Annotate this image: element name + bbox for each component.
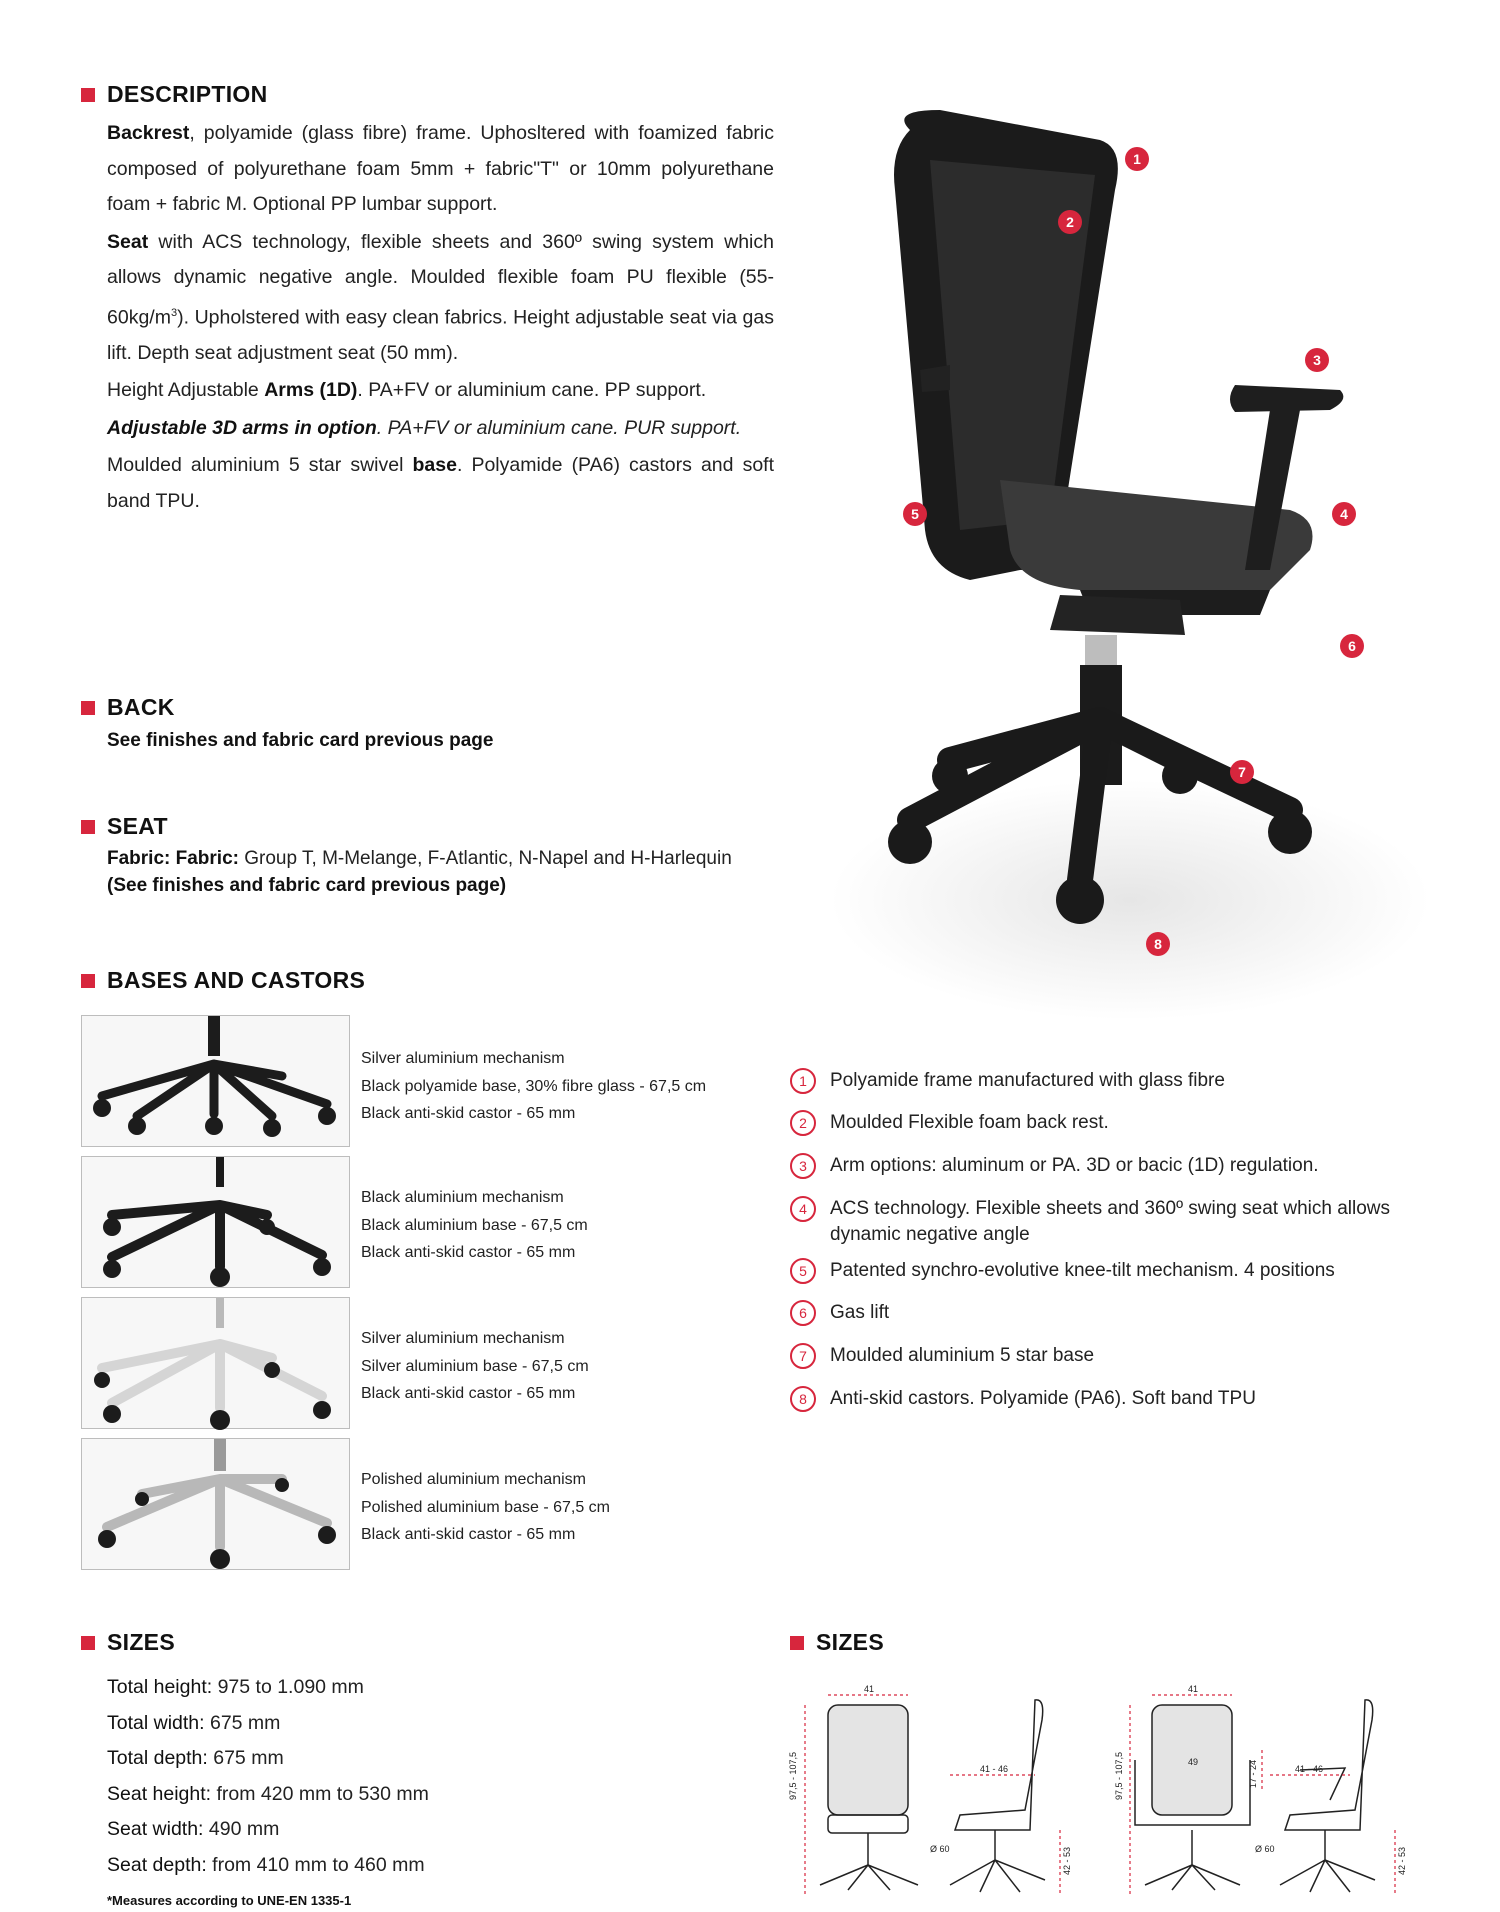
size-row: Seat depth: from 410 mm to 460 mm [107,1853,425,1876]
base-spec-lines: Polished aluminium mechanism Polished aluminium base - 67,5 cm Black anti-skid castor - 65 mm [361,1471,611,1543]
base-spec-lines: Silver aluminium mechanism Silver aluminium base - 67,5 cm Black anti-skid castor - 65 mm [361,1330,589,1402]
base-spec-lines: Silver aluminium mechanism Black polyamide base, 30% fibre glass - 67,5 cm Black anti-skid castor - 65 mm [361,1050,707,1122]
callout-6: 6 [1340,634,1364,658]
base-option [81,1156,761,1288]
red-square-bullet [81,1636,95,1650]
description-text [107,116,774,521]
dim-label: 42 - 53 [1062,1846,1072,1875]
sizes-footnote: *Measures according to UNE-EN 1335-1 [107,1893,352,1908]
star-base-icon [82,1298,349,1428]
dim-label: 17 - 24 [1248,1759,1258,1788]
back-text: See finishes and fabric card previous page [107,730,494,751]
dim-label: 97,5 - 107,5 [788,1751,798,1800]
star-base-icon [82,1157,349,1287]
feature-item: 8 Anti-skid castors. Polyamide (PA6). Soft band TPU [790,1386,1256,1412]
red-square-bullet [81,820,95,834]
size-row: Seat height: from 420 mm to 530 mm [107,1782,429,1805]
base-thumbnail [81,1297,350,1429]
dim-label: Ø 60 [1255,1844,1275,1854]
size-row: Total depth: 675 mm [107,1747,284,1769]
size-row: Total width: 675 mm [107,1711,281,1734]
dim-label: 41 [1188,1684,1199,1694]
sizes-heading: SIZES [81,1629,175,1656]
red-square-bullet [790,1636,804,1650]
base-thumbnail [81,1438,350,1570]
dim-label: 49 [1188,1757,1199,1767]
sizes-list [107,1670,429,1883]
backrest-paragraph: Backrest, polyamide (glass fibre) frame. Uphosltered with foamized fabric composed of polyurethane foam 5mm + fabric"T" or 10mm polyurethane foam + fabric M. Optional PP lumbar support. [107,122,774,215]
base-thumbnail [81,1156,350,1288]
size-row: Seat width: 490 mm [107,1818,280,1840]
back-heading: BACK [81,694,175,721]
office-chair-illustration [850,70,1450,1030]
dim-label: 41 - 46 [980,1764,1009,1774]
feature-item: 5 Patented synchro-evolutive knee-tilt mechanism. 4 positions [790,1258,1335,1284]
feature-item: 6 Gas lift [790,1300,889,1326]
seat-heading: SEAT [81,813,168,840]
feature-item: 7 Moulded aluminium 5 star base [790,1343,1094,1369]
dim-label: 42 - 53 [1397,1846,1407,1875]
dim-label: 97,5 - 107,5 [1114,1751,1124,1800]
feature-item: 3 Arm options: aluminum or PA. 3D or bacic (1D) regulation. [790,1153,1319,1179]
base-option [81,1015,761,1147]
callout-7: 7 [1230,760,1254,784]
callout-5: 5 [903,502,927,526]
arms-3d-paragraph: Adjustable 3D arms in option. PA+FV or aluminium cane. PUR support. [107,416,742,439]
base-thumbnail [81,1015,350,1147]
feature-item: 4 ACS technology. Flexible sheets and 360º swing seat which allows dynamic negative angle [790,1196,1400,1248]
base-option [81,1297,761,1429]
base-paragraph: Moulded aluminium 5 star swivel base. Polyamide (PA6) castors and soft band TPU. [107,454,775,512]
callout-8: 8 [1146,932,1170,956]
bases-heading: BASES AND CASTORS [81,967,365,994]
callout-3: 3 [1305,348,1329,372]
seat-fabric-line: Fabric: Fabric: Group T, M-Melange, F-Atlantic, N-Napel and H-Harlequin [107,848,732,869]
star-base-icon [82,1439,349,1569]
feature-item: 1 Polyamide frame manufactured with glass fibre [790,1068,1225,1094]
seat-paragraph: Seat with ACS technology, flexible sheets and 360º swing system which allows dynamic negative angle. Moulded flexible foam PU flexible $(55-60kg/m^3)$. Upholstered with easy clean fabrics. Height adjustable seat via gas lift. Depth seat adjustment seat (50 mm). [107,230,774,364]
dim-label: Ø 60 [930,1844,950,1854]
red-square-bullet [81,974,95,988]
red-square-bullet [81,701,95,715]
chair-photo [850,70,1450,1030]
dim-label: 41 - 46 [1295,1764,1324,1774]
red-square-bullet [81,88,95,102]
dim-label: 41 [864,1684,875,1694]
base-option [81,1438,761,1570]
arms-paragraph: Height Adjustable Arms (1D). PA+FV or aluminium cane. PP support. [107,379,707,401]
seat-text [107,845,787,899]
sizes-diagram-heading: SIZES [790,1629,884,1656]
sizes-diagram [790,1680,1430,1905]
seat-note: (See finishes and fabric card previous page) [107,875,507,896]
base-spec-lines: Black aluminium mechanism Black aluminium base - 67,5 cm Black anti-skid castor - 65 mm [361,1189,588,1261]
callout-4: 4 [1332,502,1356,526]
callout-1: 1 [1125,147,1149,171]
star-base-icon [82,1016,349,1146]
feature-item: 2 Moulded Flexible foam back rest. [790,1110,1109,1136]
description-heading: DESCRIPTION [81,81,267,108]
callout-2: 2 [1058,210,1082,234]
size-row: Total height: 975 to 1.090 mm [107,1676,364,1698]
